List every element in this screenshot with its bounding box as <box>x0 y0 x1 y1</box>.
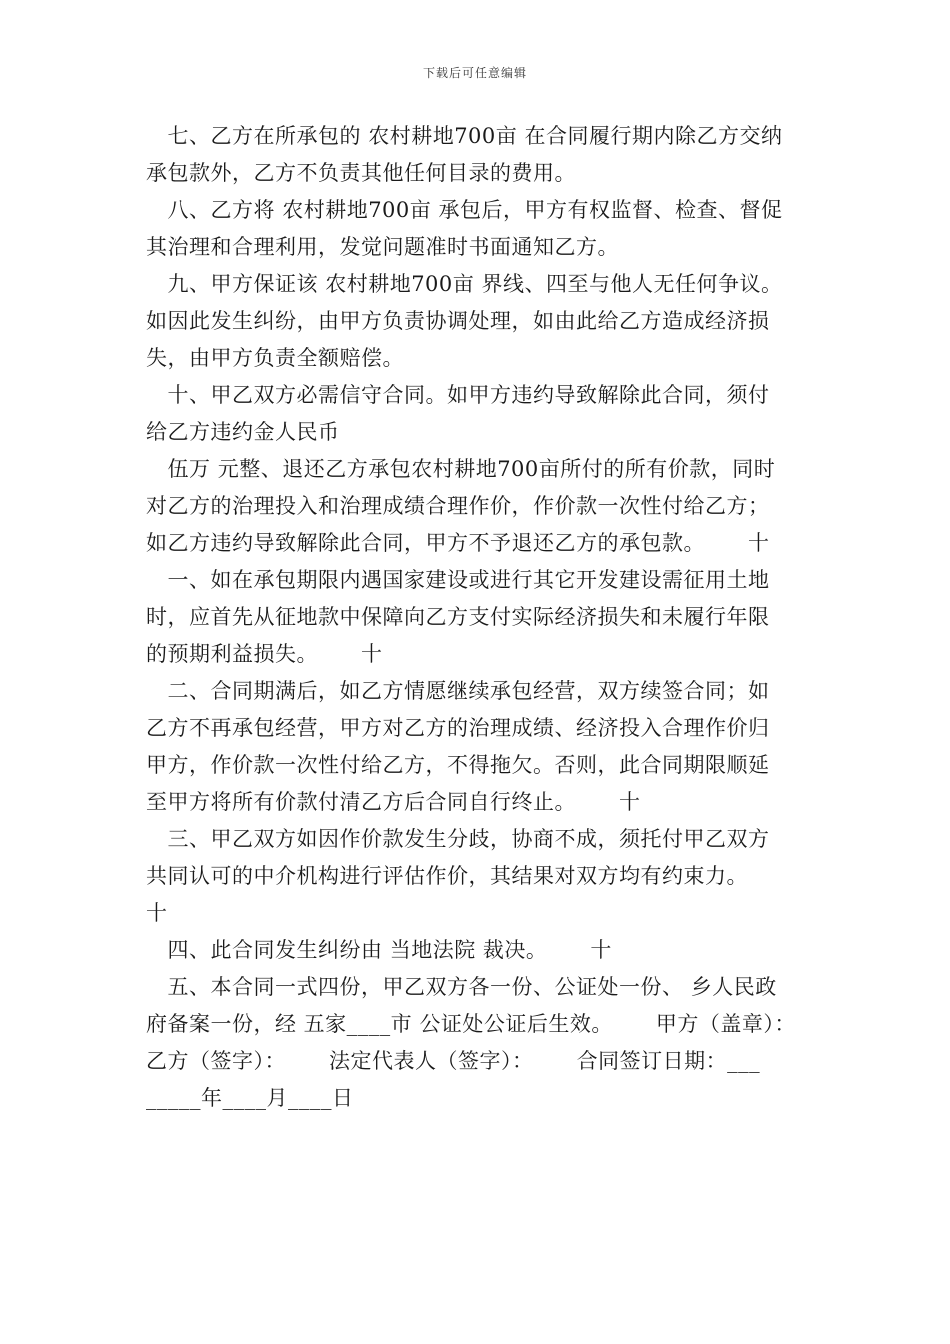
text-line: 如因此发生纠纷，由甲方负责协调处理，如由此给乙方造成经济损 <box>146 309 770 333</box>
text-line: 失，由甲方负责全额赔偿。 <box>146 346 404 370</box>
text-line: 对乙方的治理投入和治理成绩合理作价，作价款一次性付给乙方； <box>146 494 770 518</box>
text-line: 八、乙方将 农村耕地700亩 承包后，甲方有权监督、检查、督促 <box>146 198 783 222</box>
text-line: 十 <box>146 901 168 925</box>
text-line: 的预期利益损失。 十 <box>146 642 383 666</box>
text-line: 七、乙方在所承包的 农村耕地700亩 在合同履行期内除乙方交纳 <box>146 124 783 148</box>
text-line: 九、甲方保证该 农村耕地700亩 界线、四至与他人无任何争议。 <box>146 272 783 296</box>
text-line: 承包款外，乙方不负责其他任何目录的费用。 <box>146 161 576 185</box>
text-line: 乙方不再承包经营，甲方对乙方的治理成绩、经济投入合理作价归 <box>146 716 770 740</box>
text-line: 时，应首先从征地款中保障向乙方支付实际经济损失和未履行年限 <box>146 605 770 629</box>
text-line: 府备案一份，经 五家____市 公证处公证后生效。 甲方（盖章）： <box>146 1012 796 1036</box>
text-line: 五、本合同一式四份，甲乙双方各一份、公证处一份、 乡人民政 <box>146 975 777 999</box>
text-line: 至甲方将所有价款付清乙方后合同自行终止。 十 <box>146 790 641 814</box>
text-line: 四、此合同发生纠纷由 当地法院 裁决。 十 <box>146 938 612 962</box>
text-line: 其治理和合理利用，发觉问题准时书面通知乙方。 <box>146 235 619 259</box>
text-line: 伍万 元整、退还乙方承包农村耕地700亩所付的所有价款，同时 <box>146 457 776 481</box>
text-line: 共同认可的中介机构进行评估作价，其结果对双方均有约束力。 <box>146 864 748 888</box>
contract-body <box>146 118 810 1117</box>
text-line: 二、合同期满后，如乙方情愿继续承包经营，双方续签合同；如 <box>146 679 770 703</box>
text-line: _____年____月____日 <box>146 1086 354 1110</box>
text-line: 三、甲乙双方如因作价款发生分歧，协商不成，须托付甲乙双方 <box>146 827 770 851</box>
text-line: 十、甲乙双方必需信守合同。如甲方违约导致解除此合同，须付 <box>146 383 770 407</box>
text-line: 一、如在承包期限内遇国家建设或进行其它开发建设需征用土地 <box>146 568 770 592</box>
text-line: 给乙方违约金人民币 <box>146 420 340 444</box>
page-header: 下载后可任意编辑 <box>422 66 527 80</box>
text-line: 如乙方违约导致解除此合同，甲方不予退还乙方的承包款。 十 <box>146 531 770 555</box>
text-line: 甲方，作价款一次性付给乙方，不得拖欠。否则，此合同期限顺延 <box>146 753 770 777</box>
text-line: 乙方（签字）： 法定代表人（签字）： 合同签订日期：___ <box>146 1049 761 1073</box>
